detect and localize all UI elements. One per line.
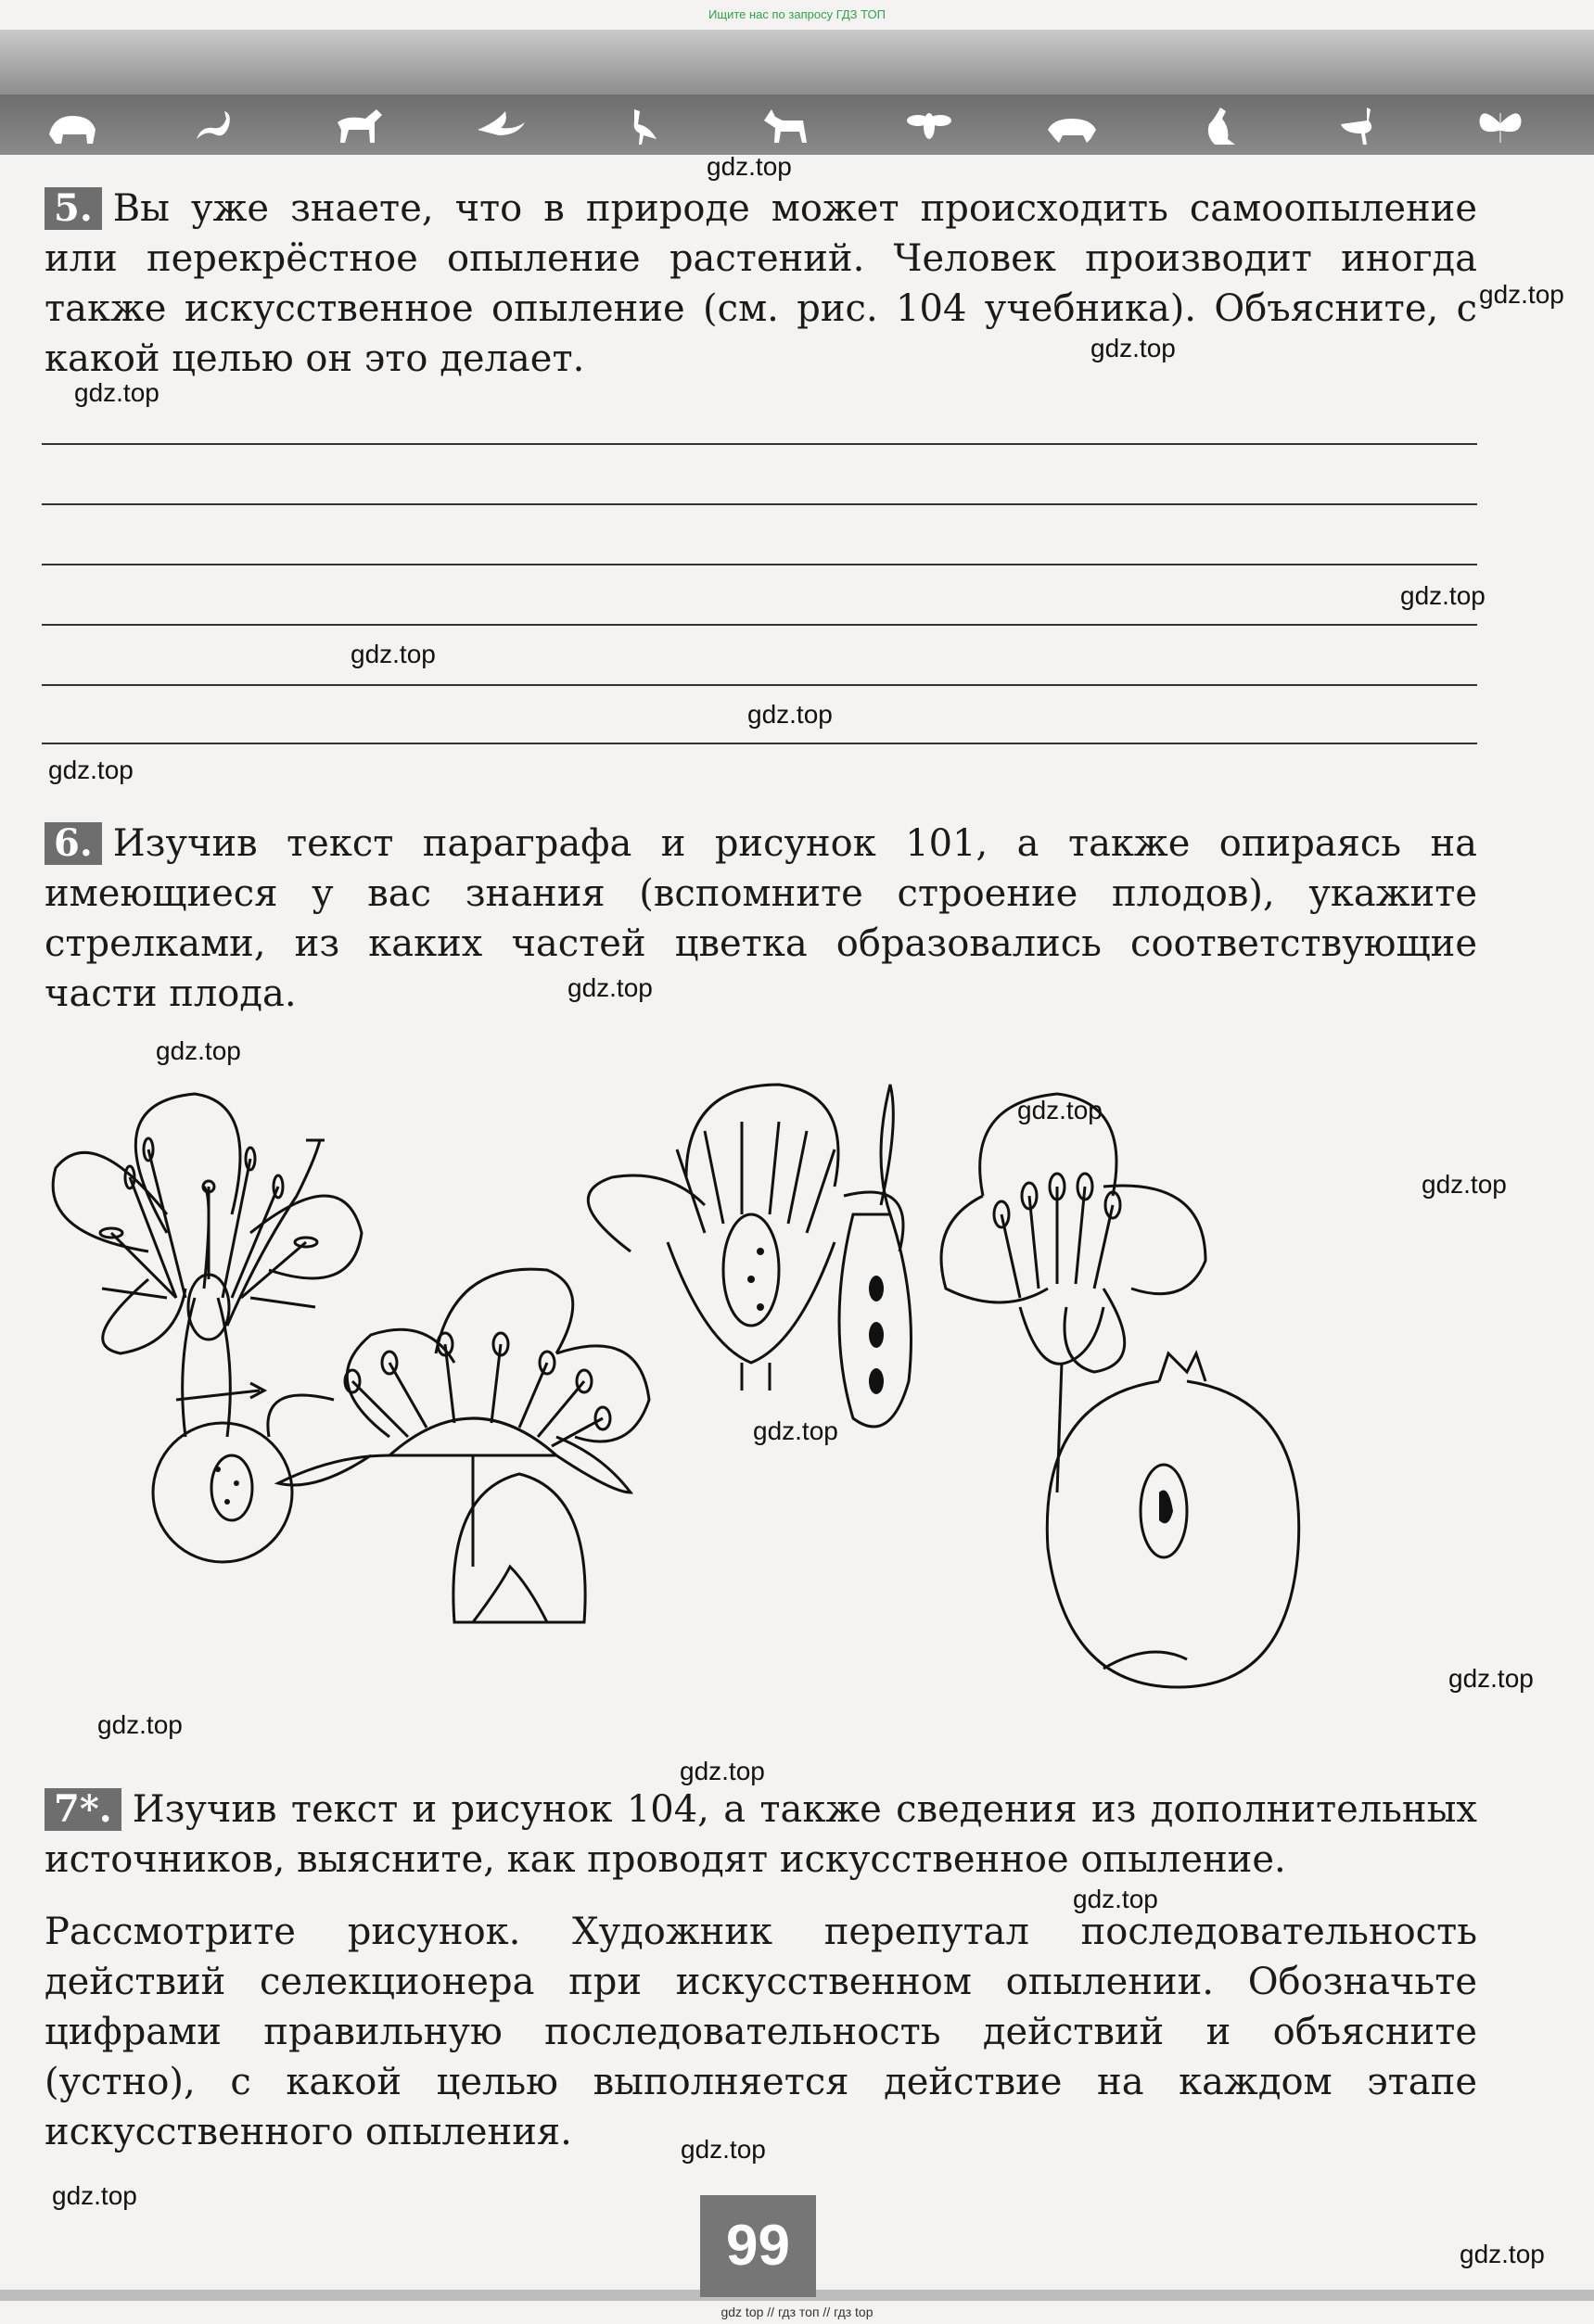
moose-icon [759,102,814,148]
cherry-flower [53,1094,362,1562]
answer-line[interactable] [42,743,1477,744]
top-notice: Ищите нас по запросу ГДЗ ТОП [708,7,886,21]
task-6 [45,819,1477,1019]
watermark: gdz.top [681,2135,766,2164]
answer-line[interactable] [42,564,1477,565]
task-text: Вы уже знаете, что в природе может происходить самоопыление или перекрёстное опыление растений. Человек производит иногда также искусственное опыление (см. рис. 104 учебника). Объясните, с какой целью он это делает. [45,187,1477,380]
answer-line[interactable] [42,684,1477,686]
watermark: gdz.top [567,973,653,1002]
answer-line[interactable] [42,503,1477,505]
plum-flower [588,1085,911,1427]
kangaroo-icon [1187,102,1243,148]
boar-icon [1044,102,1100,148]
watermark: gdz.top [1422,1170,1507,1199]
watermark: gdz.top [97,1710,183,1739]
scorpion-icon [187,102,243,148]
task-7 [45,1784,1477,1885]
answer-line[interactable] [42,443,1477,445]
watermark: gdz.top [747,700,833,729]
ostrich-icon [1330,102,1385,148]
task-7-instructions: Рассмотрите рисунок. Художник перепутал последовательность действий селекционера при искусственном опылении. Обозначьте цифрами правильную последовательность действий и объясните (устно), с какой целью выполняется действие на каждом этапе искусственного опыления. [45,1911,1477,2153]
butterfly-icon [1473,102,1528,148]
watermark: gdz.top [1073,1885,1158,1913]
watermark: gdz.top [48,756,134,784]
bison-icon [45,102,100,148]
footer-notice: gdz top // гдз топ // гдз top [720,2305,874,2319]
horse-icon [330,102,386,148]
apple-flower [941,1094,1299,1687]
watermark: gdz.top [52,2181,137,2210]
watermark: gdz.top [680,1757,765,1785]
insect-icon [901,102,957,148]
flowers-and-fruits-illustration [37,1048,1484,1715]
rose-flower [268,1269,649,1622]
watermark: gdz.top [753,1416,838,1445]
task-5 [45,184,1477,384]
watermark: gdz.top [707,152,792,181]
task-number: 7*. [45,1788,121,1831]
watermark: gdz.top [156,1036,241,1065]
watermark: gdz.top [351,640,436,668]
watermark: gdz.top [1017,1096,1103,1124]
task-text: Изучив текст и рисунок 104, а также сведения из дополнительных источников, выясните, как проводят искусственное опыление. [45,1788,1477,1881]
watermark: gdz.top [1090,334,1176,362]
answer-line[interactable] [42,624,1477,626]
heron-icon [616,102,671,148]
watermark: gdz.top [74,378,159,407]
watermark: gdz.top [1479,280,1564,309]
task-number: 5. [45,187,102,230]
task-text: Изучив текст параграфа и рисунок 101, а также опираясь на имеющиеся у вас знания (вспомните строение плодов), укажите стрелками, из каких частей цветка образовались соответствующие части плода. [45,822,1477,1015]
animal-silhouettes [45,97,1528,153]
bird-icon [473,102,529,148]
watermark: gdz.top [1400,581,1486,610]
task-number: 6. [45,822,102,865]
watermark: gdz.top [1460,2240,1545,2268]
page-number: 99 [700,2195,816,2297]
watermark: gdz.top [1448,1664,1534,1693]
